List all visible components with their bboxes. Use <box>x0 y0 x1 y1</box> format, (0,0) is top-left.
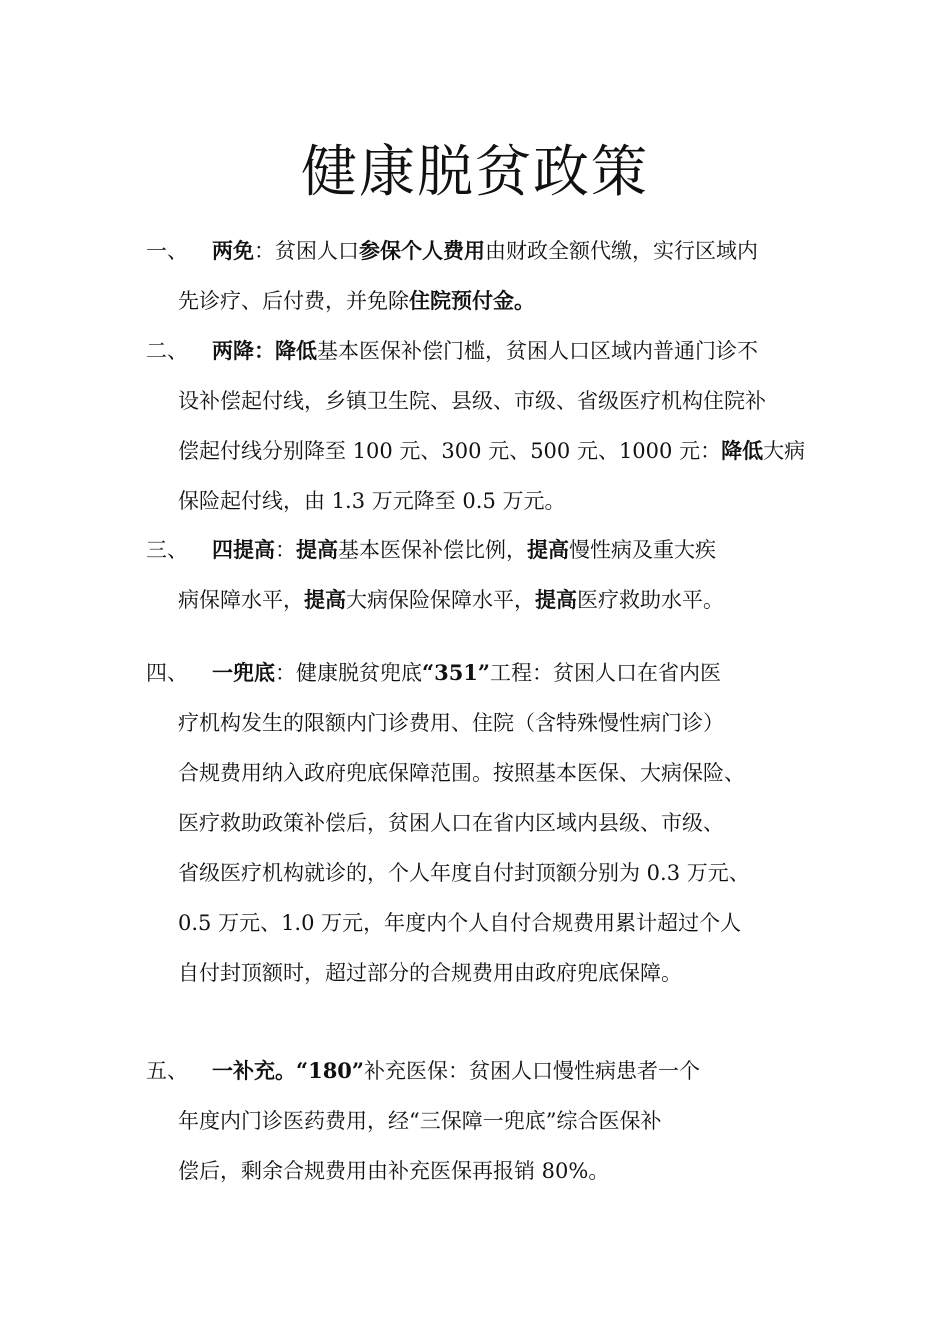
text-run: 慢性病及重大疾 <box>569 538 716 562</box>
item-line <box>146 748 836 798</box>
item-line <box>146 326 836 376</box>
text-run: 设补偿起付线，乡镇卫生院、县级、市级、省级医疗机构住院补 <box>178 389 766 413</box>
item-number: 二、 <box>146 339 188 363</box>
item-line <box>146 525 836 575</box>
item-line <box>146 1146 836 1196</box>
text-run: ： <box>275 538 296 562</box>
text-run: 保险起付线，由 1.3 万元降至 0.5 万元。 <box>178 489 566 513</box>
item-heading: 四提高 <box>212 537 275 562</box>
text-run: 疗机构发生的限额内门诊费用、住院（含特殊慢性病门诊） <box>178 711 724 735</box>
text-run: 基本医保补偿门槛，贫困人口区域内普通门诊不 <box>317 339 758 363</box>
policy-item-1 <box>146 226 836 326</box>
bold-run: 参保个人费用 <box>359 238 485 263</box>
item-line <box>146 226 836 276</box>
item-heading: 一兜底 <box>212 660 275 685</box>
item-line <box>146 898 836 948</box>
text-run: 省级医疗机构就诊的，个人年度自付封顶额分别为 0.3 万元、 <box>178 861 750 885</box>
item-line <box>146 1046 836 1096</box>
item-line <box>146 376 836 426</box>
item-number: 三、 <box>146 538 188 562</box>
text-run: 病保障水平， <box>178 588 304 612</box>
text-run: 大病保险保障水平， <box>346 588 535 612</box>
item-line <box>146 426 836 476</box>
item-line <box>146 575 836 625</box>
text-run: 偿起付线分别降至 100 元、300 元、500 元、1000 元： <box>178 439 722 463</box>
item-heading: 两降： <box>212 338 275 363</box>
text-run: 0.5 万元、1.0 万元，年度内个人自付合规费用累计超过个人 <box>178 911 742 935</box>
bold-run: 降低 <box>275 338 317 363</box>
text-run: 自付封顶额时，超过部分的合规费用由政府兜底保障。 <box>178 961 682 985</box>
text-run: ：贫困人口 <box>254 239 359 263</box>
item-number: 五、 <box>146 1059 188 1083</box>
bold-run: “180” <box>296 1058 364 1083</box>
text-run: 医疗救助水平。 <box>577 588 724 612</box>
item-line <box>146 1096 836 1146</box>
item-line <box>146 948 836 998</box>
bold-run: 提高 <box>296 537 338 562</box>
bold-run: 降低 <box>721 438 764 463</box>
bold-run: 提高 <box>304 587 346 612</box>
item-line <box>146 798 836 848</box>
item-line <box>146 848 836 898</box>
item-heading: 一补充。 <box>212 1058 296 1083</box>
item-line <box>146 698 836 748</box>
policy-item-2 <box>146 326 836 526</box>
policy-item-5 <box>146 1046 836 1196</box>
text-run: 工程：贫困人口在省内医 <box>490 661 721 685</box>
text-run: 大病 <box>763 439 806 463</box>
text-run: 补充医保：贫困人口慢性病患者一个 <box>364 1059 700 1083</box>
item-number: 四、 <box>146 661 188 685</box>
text-run: 年度内门诊医药费用，经“三保障一兜底”综合医保补 <box>178 1109 662 1133</box>
text-run: ：健康脱贫兜底 <box>275 661 422 685</box>
policy-item-4 <box>146 648 836 998</box>
item-heading: 两免 <box>212 238 254 263</box>
text-run: 偿后，剩余合规费用由补充医保再报销 80%。 <box>178 1159 610 1183</box>
text-run: 由财政全额代缴，实行区域内 <box>485 239 758 263</box>
text-run: 合规费用纳入政府兜底保障范围。按照基本医保、大病保险、 <box>178 761 745 785</box>
bold-run: 提高 <box>535 587 577 612</box>
item-line <box>146 276 836 326</box>
bold-run: 提高 <box>527 537 569 562</box>
text-run: 医疗救助政策补偿后，贫困人口在省内区域内县级、市级、 <box>178 811 724 835</box>
text-run: 先诊疗、后付费，并免除 <box>178 289 409 313</box>
item-line <box>146 648 836 698</box>
item-number: 一、 <box>146 239 188 263</box>
policy-item-3 <box>146 525 836 625</box>
bold-run: “351” <box>422 660 490 685</box>
page-title: 健康脱贫政策 <box>301 140 649 205</box>
bold-run: 住院预付金。 <box>409 288 535 313</box>
item-line <box>146 476 836 526</box>
text-run: 基本医保补偿比例， <box>338 538 527 562</box>
